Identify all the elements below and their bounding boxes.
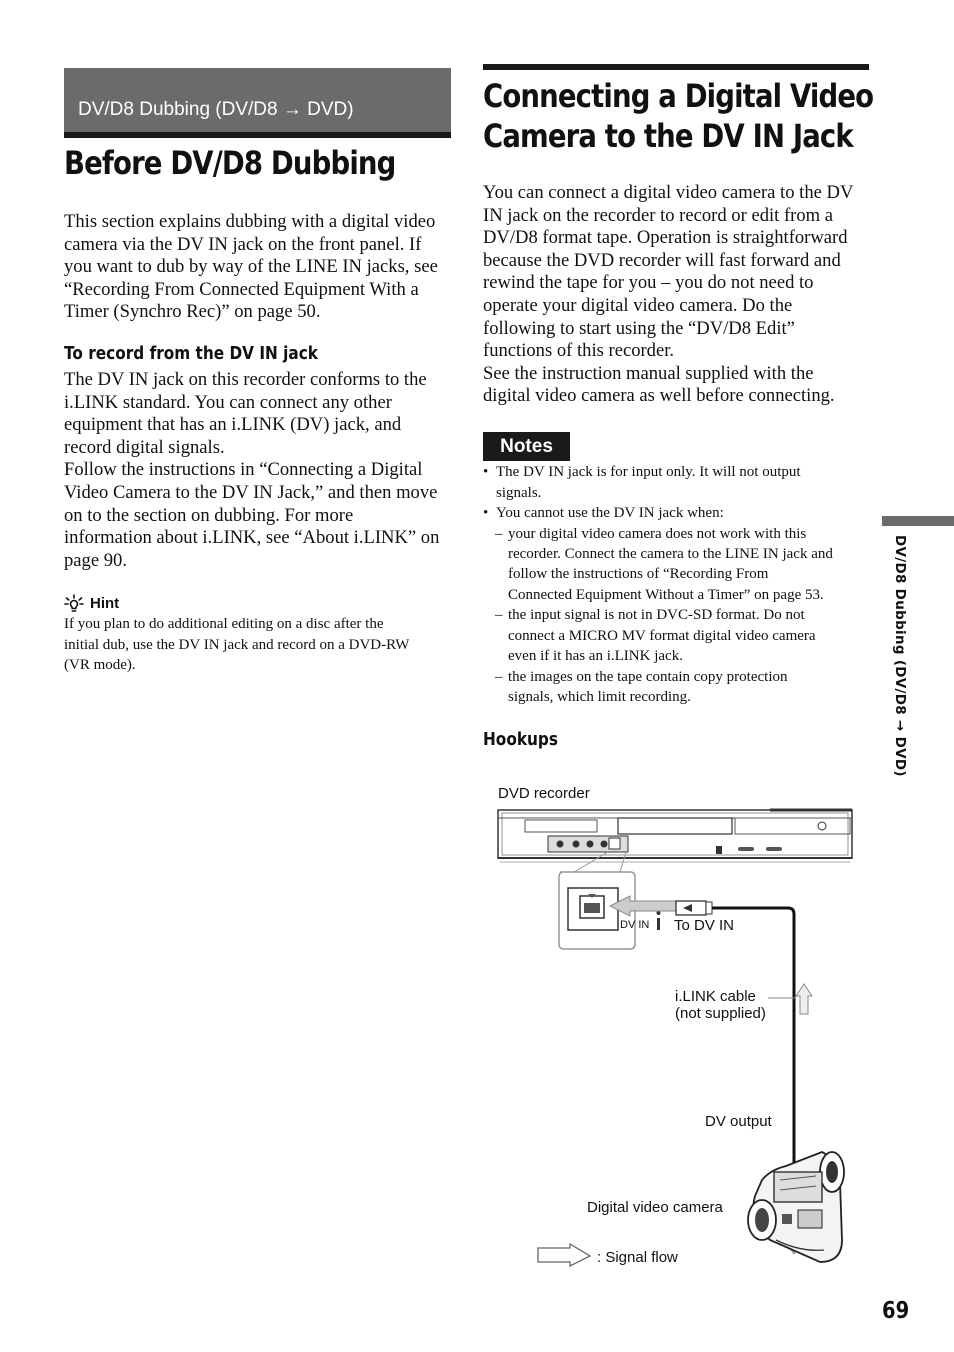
- camcorder-illustration: [748, 1152, 844, 1262]
- lightbulb-icon: [64, 594, 84, 614]
- dv-output-label: DV output: [705, 1113, 772, 1130]
- hint-text: If you plan to do additional editing on a disc after the initial dub, use the DV IN jack and record on a DVD-RW (VR mode).: [64, 616, 410, 673]
- ilink-cable-label: i.LINK cable (not supplied): [675, 988, 766, 1022]
- camera-label: Digital video camera: [587, 1199, 723, 1216]
- page-number: 69: [882, 1298, 910, 1324]
- signal-flow-legend: : Signal flow: [597, 1249, 678, 1266]
- dv-in-jack-label: DV IN: [620, 919, 650, 931]
- dv-in-paragraph: The DV IN jack on this recorder conforms to the i.LINK standard. You can connect any other equipment that has an i.LINK (DV) jack, and record digital signals. Follow the instructions in “Connecting a Digital Video Camera to the DV IN Jack,” and then move on to the section on dubbing. For more information about i.LINK, see “About i.LINK” on page 90.: [64, 369, 440, 571]
- notes-label: Notes: [483, 432, 570, 461]
- dvd-recorder-illustration: [498, 810, 852, 862]
- page-title-right: Connecting a Digital Video Camera to the DV IN Jack: [483, 77, 874, 155]
- section-banner-title: DV/D8 Dubbing (DV/D8 → DVD): [78, 99, 354, 120]
- intro-paragraph: This section explains dubbing with a digital video camera via the DV IN jack on the front panel. If you want to dub by way of the LINE IN jacks, see “Recording From Connected Equipment With a Timer (Synchro Rec)” on page 50.: [64, 211, 438, 323]
- hint-label: Hint: [90, 595, 120, 612]
- section-rule: [64, 132, 451, 138]
- dv-in-subheading: To record from the DV IN jack: [64, 343, 318, 364]
- hookups-heading: Hookups: [483, 729, 558, 750]
- title-rule: [483, 64, 869, 70]
- side-tab-bar: [882, 516, 954, 526]
- dvd-recorder-label: DVD recorder: [498, 785, 590, 802]
- side-tab-label: DV/D8 Dubbing (DV/D8 → DVD): [892, 535, 908, 777]
- connecting-paragraph: You can connect a digital video camera to the DV IN jack on the recorder to record or edit from a DV/D8 format tape. Operation is straightforward because the DVD recorder will fast forward and rewind the tape for you – you do not need to operate your digital video camera. Do the following to start using the “DV/D8 Edit” functions of this recorder. See the instruction manual supplied with the digital video camera as well before connecting.: [483, 182, 854, 407]
- page-title-left: Before DV/D8 Dubbing: [64, 144, 396, 182]
- to-dv-in-label: To DV IN: [674, 917, 735, 934]
